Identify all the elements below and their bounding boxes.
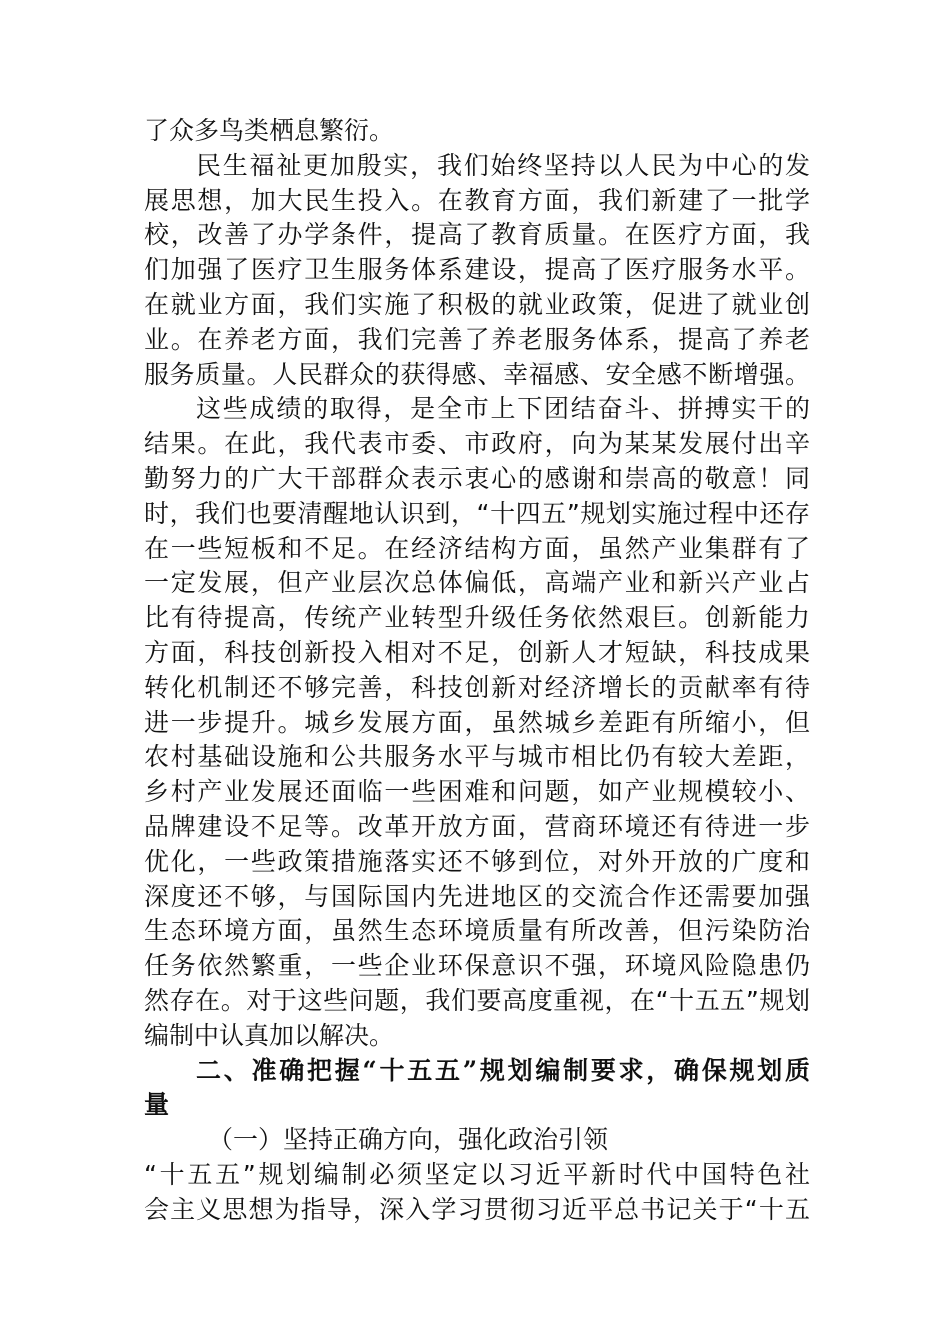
paragraph-line: 任务依然繁重，一些企业环保意识不强，环境风险隐患仍 xyxy=(144,951,810,981)
paragraph-line: 勤努力的广大干部群众表示衷心的感谢和崇高的敬意！同 xyxy=(144,463,810,493)
paragraph-line: 们加强了医疗卫生服务体系建设，提高了医疗服务水平。 xyxy=(144,255,810,285)
paragraph-line: 会主义思想为指导，深入学习贯彻习近平总书记关于“十五 xyxy=(144,1194,810,1224)
document-body xyxy=(144,114,810,1228)
paragraph-line: 方面，科技创新投入相对不足，创新人才短缺，科技成果 xyxy=(144,637,810,667)
paragraph-line: 了众多鸟类栖息繁衍。 xyxy=(144,116,395,145)
paragraph-line: 在就业方面，我们实施了积极的就业政策，促进了就业创 xyxy=(144,289,810,319)
paragraph-line: 业。在养老方面，我们完善了养老服务体系，提高了养老 xyxy=(144,324,810,354)
paragraph-line: 这些成绩的取得，是全市上下团结奋斗、拼搏实干的 xyxy=(196,394,810,424)
paragraph-line: 结果。在此，我代表市委、市政府，向为某某发展付出辛 xyxy=(144,429,810,459)
paragraph-line: 比有待提高，传统产业转型升级任务依然艰巨。创新能力 xyxy=(144,603,810,633)
paragraph-line: 校，改善了办学条件，提高了教育质量。在医疗方面，我 xyxy=(144,220,810,250)
paragraph-line: 生态环境方面，虽然生态环境质量有所改善，但污染防治 xyxy=(144,916,810,946)
paragraph-line: 转化机制还不够完善，科技创新对经济增长的贡献率有待 xyxy=(144,672,810,702)
paragraph-line: 品牌建设不足等。改革开放方面，营商环境还有待进一步 xyxy=(144,811,810,841)
paragraph-line: “十五五”规划编制必须坚定以习近平新时代中国特色社 xyxy=(144,1159,810,1189)
paragraph-line: 服务质量。人民群众的获得感、幸福感、安全感不断增强。 xyxy=(144,359,810,389)
paragraph-line: 展思想，加大民生投入。在教育方面，我们新建了一批学 xyxy=(144,185,810,215)
section-heading-line: 量 xyxy=(144,1090,170,1120)
paragraph-line: 时，我们也要清醒地认识到，“十四五”规划实施过程中还存 xyxy=(144,498,810,528)
paragraph-line: 民生福祉更加殷实，我们始终坚持以人民为中心的发 xyxy=(196,150,810,180)
section-heading-line: 二、准确把握“十五五”规划编制要求，确保规划质 xyxy=(196,1055,810,1085)
paragraph-line: 深度还不够，与国际国内先进地区的交流合作还需要加强 xyxy=(144,881,810,911)
paragraph-line: 农村基础设施和公共服务水平与城市相比仍有较大差距， xyxy=(144,742,810,772)
paragraph-line: 然存在。对于这些问题，我们要高度重视，在“十五五”规划 xyxy=(144,985,810,1015)
paragraph-line: 在一些短板和不足。在经济结构方面，虽然产业集群有了 xyxy=(144,533,810,563)
paragraph-line: （一）坚持正确方向，强化政治引领 xyxy=(208,1125,609,1155)
paragraph-line: 优化，一些政策措施落实还不够到位，对外开放的广度和 xyxy=(144,846,810,876)
paragraph-line: 编制中认真加以解决。 xyxy=(144,1020,395,1050)
paragraph-line: 一定发展，但产业层次总体偏低，高端产业和新兴产业占 xyxy=(144,568,810,598)
paragraph-line: 乡村产业发展还面临一些困难和问题，如产业规模较小、 xyxy=(144,777,810,807)
paragraph-line: 进一步提升。城乡发展方面，虽然城乡差距有所缩小，但 xyxy=(144,707,810,737)
